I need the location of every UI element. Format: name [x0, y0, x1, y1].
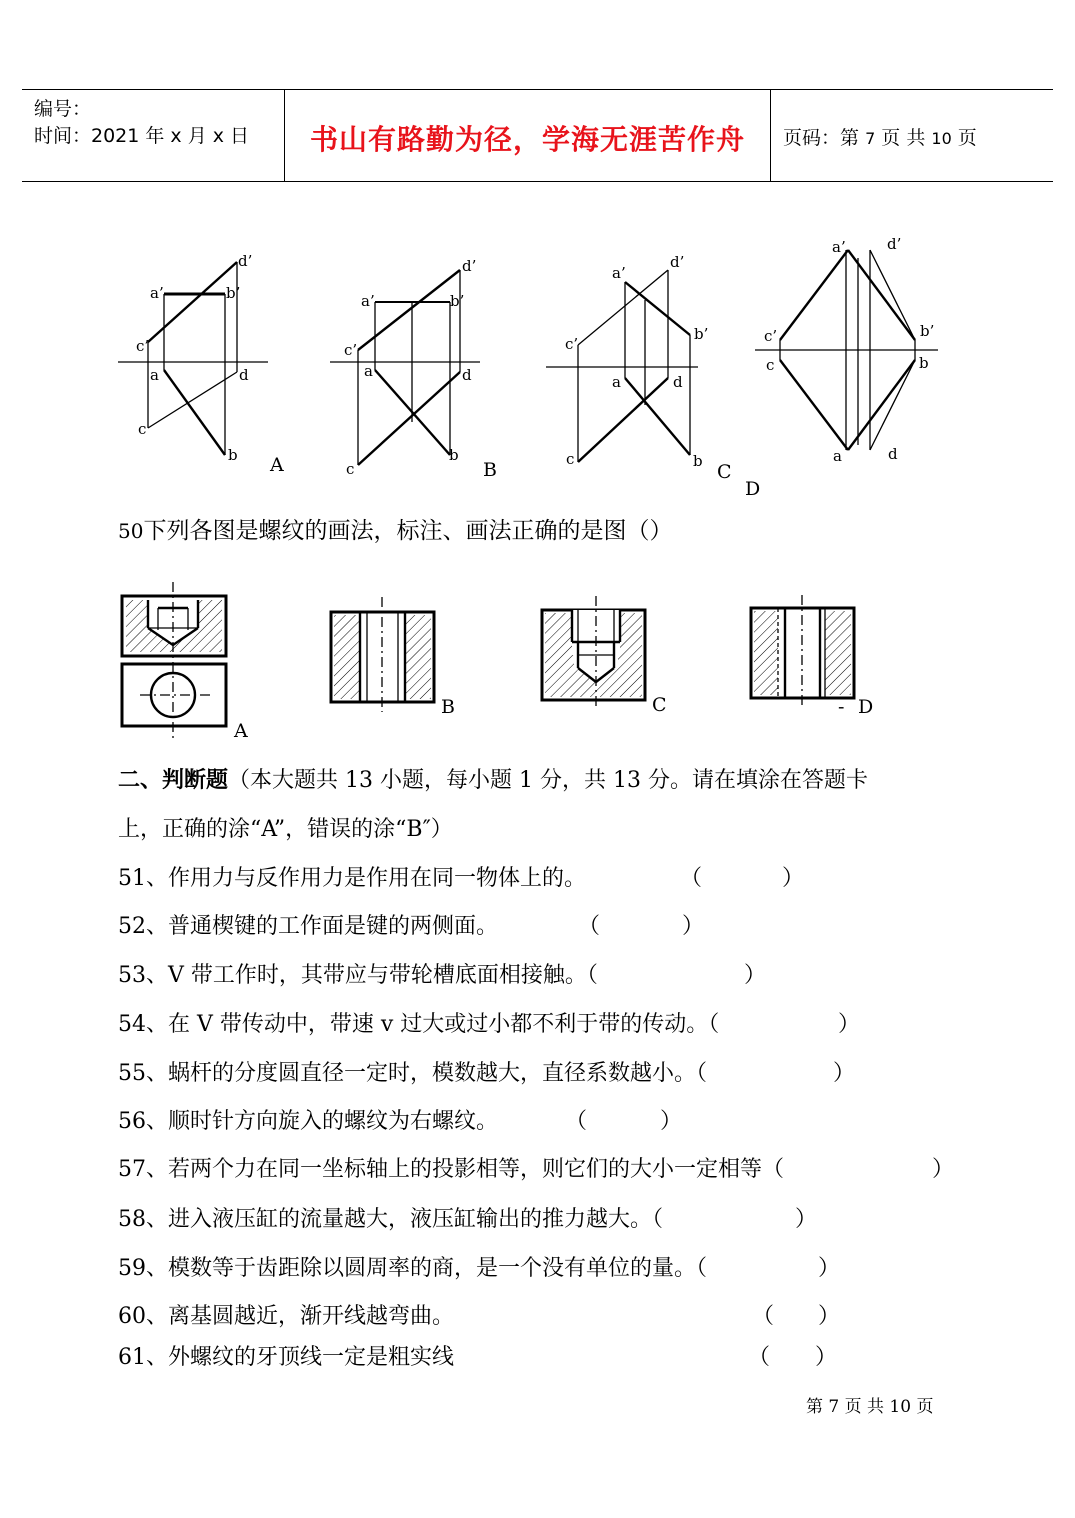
motto: 书山有路勤为径，学海无涯苦作舟	[309, 123, 745, 156]
question-52-paren-close: ）	[682, 914, 705, 939]
label-49-d: D	[745, 478, 761, 500]
question-53: 53、V 带工作时，其带应与带轮槽底面相接触。（	[118, 963, 598, 988]
page-header	[22, 89, 1053, 182]
pt-b-prime-c: b’	[694, 325, 709, 343]
question-52: 52、普通楔键的工作面是键的两侧面。	[118, 914, 498, 939]
pt-a-prime-b: a’	[361, 292, 375, 310]
question-53-paren-close: ）	[744, 963, 767, 988]
pt-b-b: b	[449, 446, 459, 464]
label-50-d: D	[858, 696, 874, 718]
question-60-paren-close: ）	[818, 1304, 841, 1329]
section2-title: 二、判断题	[118, 768, 229, 793]
question-50-text: 下列各图是螺纹的画法，标注、画法正确的是图（）	[143, 518, 673, 544]
label-50-dash: -	[838, 696, 845, 718]
page-total: 10	[931, 129, 952, 148]
pt-d-prime-d: d’	[887, 235, 902, 253]
thread-figure-b	[331, 597, 434, 712]
pt-b-a: b	[228, 446, 238, 464]
question-60: 60、离基圆越近，渐开线越弯曲。	[118, 1304, 454, 1329]
thread-figure-a	[122, 582, 226, 740]
time-label: 时间：2021 年 x 月 x 日	[34, 125, 250, 147]
page-mid: 页 共	[881, 127, 926, 149]
pt-a-d: a	[833, 447, 842, 465]
section2-intro-line1	[118, 763, 868, 794]
label-49-c: C	[717, 461, 732, 483]
page-prefix: 页码：第	[783, 127, 860, 149]
section2-intro-line2: 上，正确的涂“A”，错误的涂“B″）	[118, 817, 453, 842]
question-61: 61、外螺纹的牙顶线一定是粗实线	[118, 1345, 454, 1370]
pt-d-b: d	[462, 366, 472, 384]
question-58: 58、进入液压缸的流量越大，液压缸输出的推力越大。（	[118, 1207, 663, 1232]
thread-figure-c	[542, 596, 645, 710]
question-61-paren-close: ）	[815, 1345, 838, 1370]
page-current: 7	[865, 129, 876, 148]
question-54-paren-close: ）	[838, 1012, 861, 1037]
question-57-paren-close: ）	[932, 1157, 955, 1182]
pt-d-d: d	[888, 445, 898, 463]
question-56: 56、顺时针方向旋入的螺纹为右螺纹。	[118, 1109, 498, 1134]
header-right	[771, 90, 1053, 181]
label-50-b: B	[441, 696, 455, 718]
pt-d-c: d	[673, 373, 683, 391]
pt-b-prime-b: b’	[450, 292, 465, 310]
pt-d-prime-c: d’	[670, 253, 685, 271]
projection-diagram-c	[546, 270, 698, 462]
pt-c-prime-d: c’	[764, 327, 778, 345]
question-51: 51、作用力与反作用力是作用在同一物体上的。	[118, 866, 586, 891]
section2-intro1: （本大题共 13 小题，每小题 1 分，共 13 分。请在填涂在答题卡	[228, 768, 868, 793]
question-50	[118, 512, 672, 545]
pt-a-prime-c: a’	[612, 264, 626, 282]
label-50-c: C	[652, 694, 667, 716]
question-61-paren-open: （	[748, 1345, 771, 1370]
question-59-paren-close: ）	[818, 1256, 841, 1281]
pt-d-prime-b: d’	[462, 257, 477, 275]
page-footer: 第 7 页 共 10 页	[806, 1397, 934, 1417]
thread-figure-d	[751, 595, 854, 708]
pt-b-c: b	[693, 452, 703, 470]
question-59: 59、模数等于齿距除以圆周率的商，是一个没有单位的量。（	[118, 1256, 707, 1281]
pt-a-c: a	[612, 373, 621, 391]
pt-c-b: c	[346, 460, 355, 478]
pt-d-a: d	[239, 366, 249, 384]
question-57: 57、若两个力在同一坐标轴上的投影相等，则它们的大小一定相等（	[118, 1157, 784, 1182]
label-50-a: A	[234, 720, 248, 742]
pt-c-prime-c: c’	[565, 335, 579, 353]
pt-c-d: c	[766, 356, 775, 374]
pt-b-prime-d: b’	[920, 322, 935, 340]
pt-c-prime-a: c’	[136, 337, 150, 355]
header-middle	[284, 90, 771, 181]
question-58-paren-close: ）	[795, 1207, 818, 1232]
question-51-paren-open: （	[680, 866, 703, 891]
question-52-paren-open: （	[578, 914, 601, 939]
question-56-paren-open: （	[565, 1109, 588, 1134]
header-left	[22, 90, 284, 181]
question-51-paren-close: ）	[782, 866, 805, 891]
pt-a-b: a	[364, 362, 373, 380]
question-55-paren-close: ）	[833, 1061, 856, 1086]
question-55: 55、蜗杆的分度圆直径一定时，模数越大，直径系数越小。（	[118, 1061, 707, 1086]
label-49-b: B	[483, 459, 497, 481]
pt-b-prime-a: b’	[226, 284, 241, 302]
pt-a-prime-d: a’	[832, 238, 846, 256]
code-label: 编号：	[34, 98, 92, 120]
question-60-paren-open: （	[752, 1304, 775, 1329]
question-50-number: 50	[118, 519, 144, 543]
pt-c-a: c	[138, 420, 147, 438]
pt-a-prime-a: a’	[150, 284, 164, 302]
pt-b-d: b	[919, 354, 929, 372]
pt-c-prime-b: c’	[344, 341, 358, 359]
pt-d-prime-a: d’	[238, 252, 253, 270]
pt-a-a: a	[150, 366, 159, 384]
projection-diagram-d	[755, 250, 938, 450]
question-54: 54、在 V 带传动中，带速 v 过大或过小都不利于带的传动。（	[118, 1012, 720, 1037]
page-indicator	[783, 123, 977, 150]
question-56-paren-close: ）	[660, 1109, 683, 1134]
page-suffix: 页	[957, 127, 977, 149]
pt-c-c: c	[566, 450, 575, 468]
label-49-a: A	[270, 454, 284, 476]
